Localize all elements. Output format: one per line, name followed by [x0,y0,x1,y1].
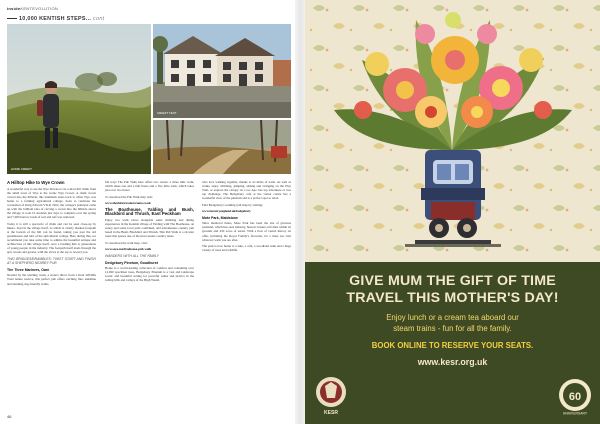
map-link[interactable]: www.saco.me/freehouse-pub-walk [105,247,152,252]
place-heading: Dedgebury Pinetum, Goudhurst [105,261,158,266]
photo-hilltop-walker-image [7,24,151,174]
photo-credit: HOME CREDIT [11,167,32,171]
article-column-3 [202,180,291,255]
masthead-part: inside [7,6,21,11]
place-heading: Mote Park, Maidstone [202,216,238,221]
headline-line-1: GIVE MUM THE GIFT OF TIME [349,273,556,289]
body-line-1: Enjoy lunch or a cream tea aboard our [386,313,519,322]
page-gutter [295,0,305,424]
left-page [0,0,295,424]
masthead-part: KENT [20,6,33,11]
paragraph: A wonderful way to see the Wye Downs is via a short hill climb from the small town of Wye to the iconic Wye Crown. A chalk crown carved into the hillside, this landmark dates back to when Wye was home to a farming agricultural college. Seen to celebrate the coronation of King Edward VII in 1902, the college's principal came up with the brilliant idea of carving a crown into the hillside above the village. It took 10 students just days to complete over the spring and 7,000 barrow loads of soil and turf was removed. [7,187,96,220]
advert-body [325,313,580,334]
section-heading-wye: A Hilltop Hike to Wye Crown [7,180,65,185]
paragraph: Since medieval times, Mote Park has been the site of glorious parkland, which has seen industry, historic leisure activities within its grounds and 450 acres of estate. With a host of varied history on offer, including the Royal Family's favourite, it's a must see visit whatever walk you are after. [202,221,291,242]
paragraph: Enjoy two walk views alongside some climbing and dining experiences in the Kentish village of Yalding with The Boathouse, an eatery and some local pubs combined, and adventurous country pub based in the Bush, Blackbird and Thrush. This Pub Walk is a circular route that passes one of the most serene country lanes. [105,217,194,239]
photo-woodland-path [153,120,291,174]
masthead-part: EVOLUTION [32,6,59,11]
paragraph: To download the walk map, visit: [105,240,148,245]
paragraph: who love walking together, thanks to its miles of trails. As well as walks, enjoy climbing, jumping, sliding and swinging on the Play Trail, or explore the canopy on a Go Ape tree top adventure or tree top challenge. The Bedgebury café at the visitor centre has a wonderful view of the pinetum and is a perfect spot to relax. [202,180,291,201]
photo-village-pub [153,24,291,118]
section-heading-boathouse: The Boathouse, Yalding and Bush, Blackbird and Thrush, East Peckham [105,206,194,216]
page-number: 46 [7,414,12,419]
advert-page [305,0,600,424]
advert-headline [305,273,600,307]
advert-url-link[interactable]: www.kesr.org.uk [417,357,488,367]
article-column-1 [7,180,96,288]
anniversary-badge [558,378,592,416]
paragraph: Nestled by the winding creek, a stone's throw from a Kent Wildlife Trust nature reserve, this perfect pub offers catching fine, sunshine and stunning dog-friendly walks. [7,273,96,286]
magazine-masthead [7,6,58,11]
paragraph: Today it is still a spectacle of chalk and can be seen close-up by hikers. Start in the village itself, as which is clearly marked footpath at the bottom of the hill can be found, taking you past the old greenhouses and labs of the agricultural college. Here during this, we recommend you take some time to admire the beautiful antique and architecture of this village itself, once a bustling hub to generations of young people in the industry. The footpath itself leads through the epic woods and greens, with the views at the top to reward you. [7,221,96,255]
kicker-text: 10,000 KENTISH STEPS... [19,16,92,22]
subsection-label: WANDERS WITH ALL THE FAMILY [105,254,160,259]
article-column-2 [105,180,194,285]
advert-cta: BOOK ONLINE TO RESERVE YOUR SEATS. [371,341,534,350]
body-line-2: steam trains - fun for all the family. [393,323,512,333]
headline-line-2: TRAVEL THIS MOTHER'S DAY! [346,290,559,306]
map-link[interactable]: www.theshiretravelersroute.co.uk [105,201,151,206]
photo-credit: CREDIT TEXT [157,111,177,115]
logo-text: KESR [324,410,338,416]
floral-train-illustration [305,0,600,262]
section-kicker [7,16,104,22]
kicker-cont: cont [93,16,105,22]
paragraph: The park is now home to a lake, a café, a woodland walk and a huge variety of trees and wildlife. [202,244,291,253]
map-link[interactable]: www.forestryengland.uk/bedgebury [202,209,251,214]
badge-label: ANNIVERSARY [562,411,588,416]
pub-heading: The Three Mariners, Oare [7,268,50,273]
paragraph: Find Bedgebury's walking trail map by visiting: [202,202,263,207]
photo-woodland-path-image [153,120,291,174]
kesr-logo [313,372,349,416]
paragraph: To download the Pub Walk map visit: [105,194,153,199]
badge-number: 60 [568,391,582,403]
photo-hilltop-walker [7,24,151,174]
paragraph: fall trap! The Pub Walk here offers two routes: a three mile walk, which takes one and a half hours and a five mile walk, which takes just over two hours. [105,180,194,193]
photo-village-pub-image [153,24,291,118]
subsection-label: TWO BRIDGES/BRAMBLES: TWIST START AND FINISH AT A SHEPHERD NEARBY PUB [7,257,96,266]
paragraph: Home to a world-leading collection of conifers and containing over 12,000 specimen trees, Bedgebury Pinetum is a vast and landscape scenic and beautiful setting for peaceful walks and picnics in the rolling hills and valleys of the High Weald. [105,266,194,283]
